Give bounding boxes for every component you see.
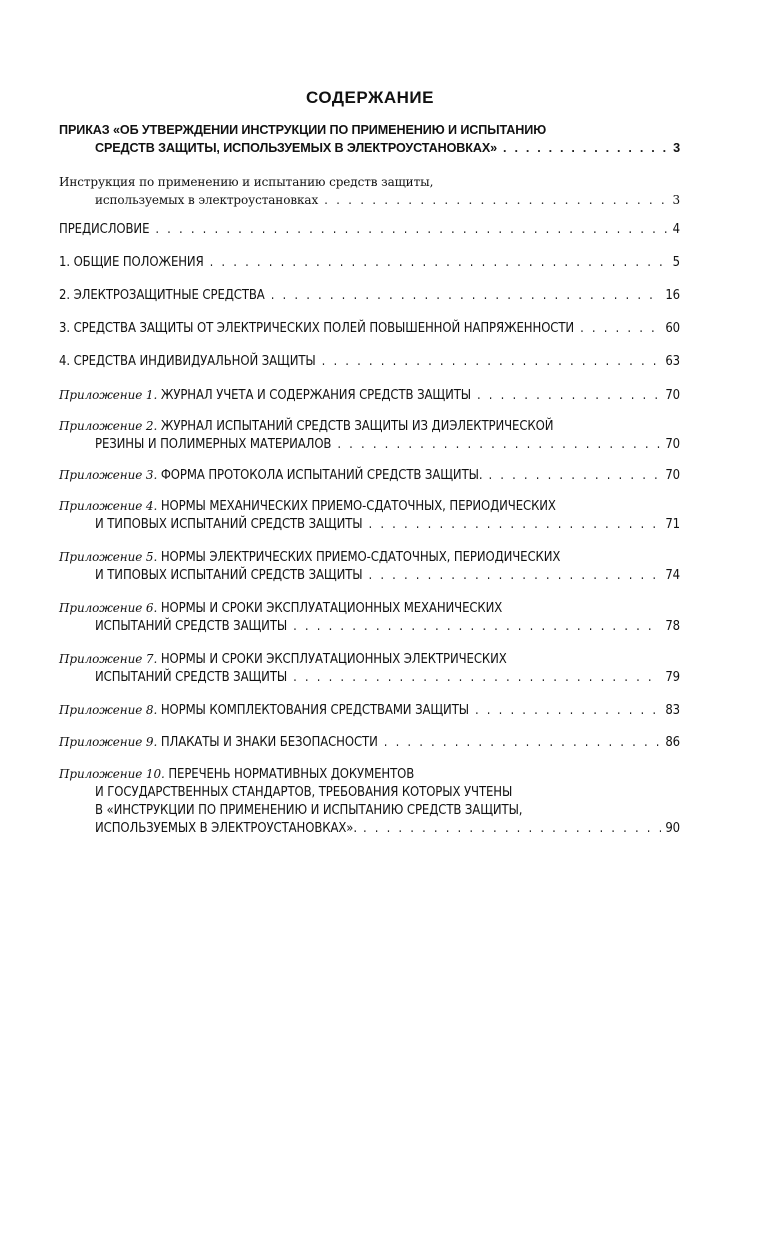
leader-dots xyxy=(324,191,668,209)
toc-page-number: 86 xyxy=(665,735,680,750)
leader-dots xyxy=(210,254,669,272)
leader-dots xyxy=(271,287,662,305)
leader-dots xyxy=(369,516,662,534)
toc-entry-line: НОРМЫ ЭЛЕКТРИЧЕСКИХ ПРИЕМО-СДАТОЧНЫХ, ПЕРИОДИЧЕСКИХ xyxy=(160,550,561,565)
toc-entry-section-1[interactable] xyxy=(59,254,680,272)
toc-entry-appendix-5[interactable] xyxy=(59,548,680,585)
toc-page-number: 63 xyxy=(665,354,680,369)
toc-entry-preface[interactable] xyxy=(59,221,680,239)
toc-page-number: 70 xyxy=(665,468,680,483)
toc-entry-line: И ТИПОВЫХ ИСПЫТАНИЙ СРЕДСТВ ЗАЩИТЫ xyxy=(95,517,363,532)
leader-dots xyxy=(155,221,668,239)
toc-entry-line: НОРМЫ И СРОКИ ЭКСПЛУАТАЦИОННЫХ МЕХАНИЧЕСКИХ xyxy=(160,601,503,616)
toc-entry-appendix-4[interactable] xyxy=(59,497,680,534)
toc-entry-line: И ГОСУДАРСТВЕННЫХ СТАНДАРТОВ, ТРЕБОВАНИЯ КОТОРЫХ УЧТЕНЫ xyxy=(95,785,513,800)
appendix-prefix: Приложение 10. xyxy=(59,767,165,781)
toc-entry-line: ЖУРНАЛ УЧЕТА И СОДЕРЖАНИЯ СРЕДСТВ ЗАЩИТЫ xyxy=(160,388,471,403)
toc-entry-line: ПРЕДИСЛОВИЕ xyxy=(59,222,150,237)
toc-entry-line: И ТИПОВЫХ ИСПЫТАНИЙ СРЕДСТВ ЗАЩИТЫ xyxy=(95,568,363,583)
leader-dots xyxy=(384,734,662,752)
toc-entry-line: Инструкция по применению и испытанию средств защиты, xyxy=(59,175,434,189)
appendix-prefix: Приложение 1. xyxy=(59,388,158,402)
toc-page-number: 16 xyxy=(665,288,680,303)
leader-dots xyxy=(322,353,662,371)
leader-dots xyxy=(293,669,661,687)
toc-page-number: 70 xyxy=(665,437,680,452)
toc-page-number: 5 xyxy=(672,255,680,270)
toc-entry-line: НОРМЫ И СРОКИ ЭКСПЛУАТАЦИОННЫХ ЭЛЕКТРИЧЕСКИХ xyxy=(160,652,507,667)
page-title: СОДЕРЖАНИЕ xyxy=(306,88,434,107)
toc-entry-line: НОРМЫ МЕХАНИЧЕСКИХ ПРИЕМО-СДАТОЧНЫХ, ПЕРИОДИЧЕСКИХ xyxy=(160,499,556,514)
table-of-contents xyxy=(59,121,680,838)
leader-dots xyxy=(580,320,661,338)
toc-entry-section-4[interactable] xyxy=(59,353,680,371)
appendix-prefix: Приложение 5. xyxy=(59,550,158,564)
toc-entry-line: ФОРМА ПРОТОКОЛА ИСПЫТАНИЙ СРЕДСТВ ЗАЩИТЫ. xyxy=(160,468,483,483)
leader-dots xyxy=(503,139,669,157)
toc-entry-appendix-9[interactable] xyxy=(59,733,680,752)
toc-entry-line: В «ИНСТРУКЦИИ ПО ПРИМЕНЕНИЮ И ИСПЫТАНИЮ СРЕДСТВ ЗАЩИТЫ, xyxy=(95,803,523,818)
leader-dots xyxy=(293,618,661,636)
leader-dots xyxy=(337,436,661,454)
appendix-prefix: Приложение 9. xyxy=(59,735,158,749)
leader-dots xyxy=(369,567,662,585)
toc-entry-appendix-2[interactable] xyxy=(59,417,680,454)
leader-dots xyxy=(363,820,661,838)
leader-dots xyxy=(475,702,661,720)
toc-page-number: 78 xyxy=(665,619,680,634)
toc-entry-line: ИСПЫТАНИЙ СРЕДСТВ ЗАЩИТЫ xyxy=(95,670,288,685)
toc-entry-order[interactable] xyxy=(59,121,680,157)
toc-entry-line: РЕЗИНЫ И ПОЛИМЕРНЫХ МАТЕРИАЛОВ xyxy=(95,437,332,452)
toc-page-number: 74 xyxy=(665,568,680,583)
toc-entry-appendix-8[interactable] xyxy=(59,701,680,720)
toc-entry-line: 4. СРЕДСТВА ИНДИВИДУАЛЬНОЙ ЗАЩИТЫ xyxy=(59,354,316,369)
toc-entry-line: ПЛАКАТЫ И ЗНАКИ БЕЗОПАСНОСТИ xyxy=(160,735,378,750)
appendix-prefix: Приложение 4. xyxy=(59,499,158,513)
toc-page-number: 60 xyxy=(665,321,680,336)
toc-page-number: 90 xyxy=(665,821,680,836)
appendix-prefix: Приложение 8. xyxy=(59,703,158,717)
toc-page-number: 79 xyxy=(665,670,680,685)
toc-entry-line: ИСПОЛЬЗУЕМЫХ В ЭЛЕКТРОУСТАНОВКАХ». xyxy=(95,821,357,836)
toc-entry-line: ЖУРНАЛ ИСПЫТАНИЙ СРЕДСТВ ЗАЩИТЫ ИЗ ДИЭЛЕКТРИЧЕСКОЙ xyxy=(160,419,554,434)
appendix-prefix: Приложение 7. xyxy=(59,652,158,666)
toc-page-number: 83 xyxy=(665,703,680,718)
toc-page-number: 3 xyxy=(672,193,680,207)
toc-entry-line: СРЕДСТВ ЗАЩИТЫ, ИСПОЛЬЗУЕМЫХ В ЭЛЕКТРОУСТАНОВКАХ» xyxy=(95,141,498,155)
toc-page-number: 3 xyxy=(673,141,680,155)
toc-entry-appendix-1[interactable] xyxy=(59,386,680,405)
toc-entry-section-2[interactable] xyxy=(59,287,680,305)
appendix-prefix: Приложение 3. xyxy=(59,468,158,482)
toc-entry-line: используемых в электроустановках xyxy=(95,193,319,207)
toc-entry-line: ИСПЫТАНИЙ СРЕДСТВ ЗАЩИТЫ xyxy=(95,619,288,634)
appendix-prefix: Приложение 6. xyxy=(59,601,158,615)
toc-entry-line: ПЕРЕЧЕНЬ НОРМАТИВНЫХ ДОКУМЕНТОВ xyxy=(168,767,415,782)
toc-entry-appendix-10[interactable] xyxy=(59,765,680,838)
toc-entry-appendix-7[interactable] xyxy=(59,650,680,687)
leader-dots xyxy=(488,467,661,485)
toc-page-number: 71 xyxy=(665,517,680,532)
toc-entry-line: 2. ЭЛЕКТРОЗАЩИТНЫЕ СРЕДСТВА xyxy=(59,288,265,303)
appendix-prefix: Приложение 2. xyxy=(59,419,158,433)
toc-entry-appendix-6[interactable] xyxy=(59,599,680,636)
toc-page-number: 4 xyxy=(672,222,680,237)
toc-entry-line: 1. ОБЩИЕ ПОЛОЖЕНИЯ xyxy=(59,255,204,270)
toc-entry-appendix-3[interactable] xyxy=(59,466,680,485)
toc-page-number: 70 xyxy=(665,388,680,403)
toc-entry-section-3[interactable] xyxy=(59,320,680,338)
toc-entry-line: ПРИКАЗ «ОБ УТВЕРЖДЕНИИ ИНСТРУКЦИИ ПО ПРИМЕНЕНИЮ И ИСПЫТАНИЮ xyxy=(59,123,547,137)
toc-entry-line: НОРМЫ КОМПЛЕКТОВАНИЯ СРЕДСТВАМИ ЗАЩИТЫ xyxy=(160,703,469,718)
leader-dots xyxy=(477,387,661,405)
toc-entry-instruction[interactable] xyxy=(59,173,680,209)
toc-entry-line: 3. СРЕДСТВА ЗАЩИТЫ ОТ ЭЛЕКТРИЧЕСКИХ ПОЛЕЙ ПОВЫШЕННОЙ НАПРЯЖЕННОСТИ xyxy=(59,321,575,336)
